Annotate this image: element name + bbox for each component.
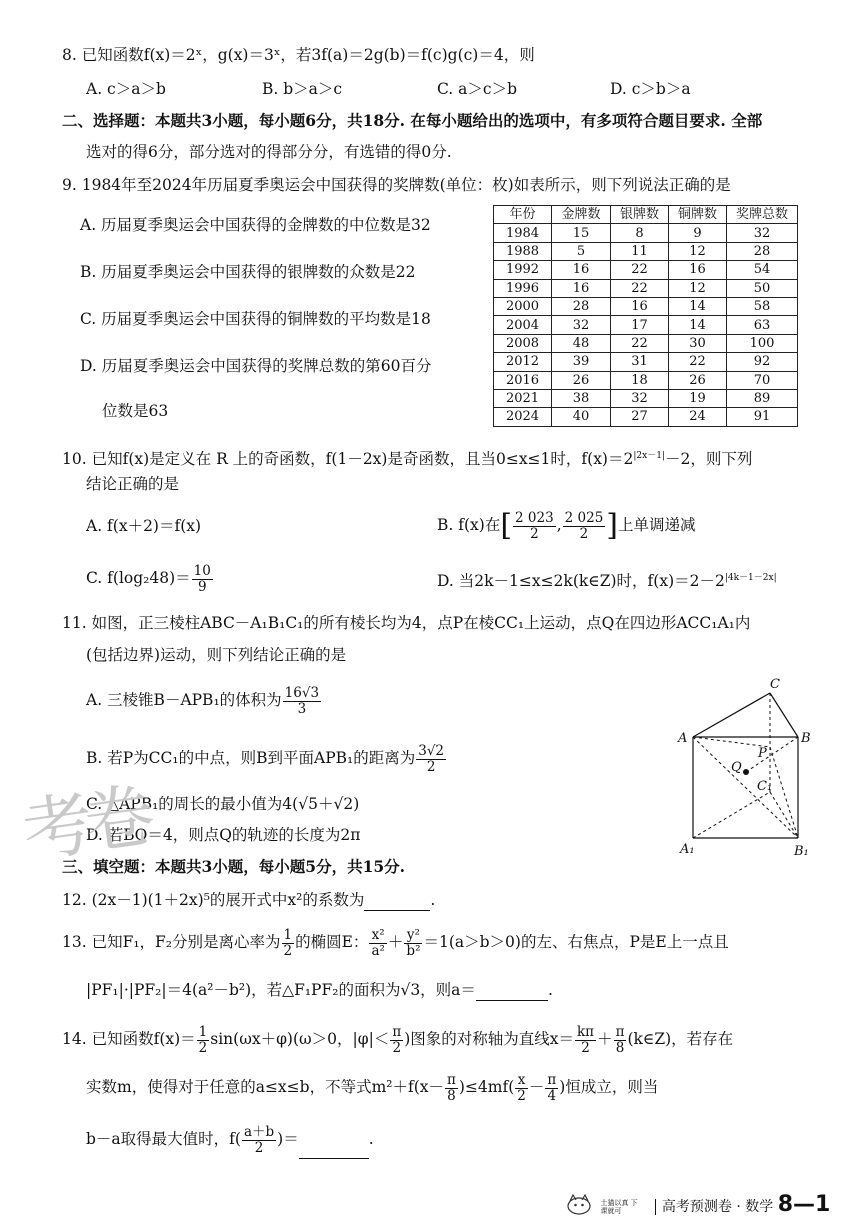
numerator: 2 025	[564, 509, 604, 526]
q13-text: 13. 已知F₁，F₂分别是离心率为	[62, 933, 281, 951]
label-A: A	[678, 731, 688, 746]
numerator: 3√2	[418, 742, 445, 759]
table-cell: 14	[669, 316, 727, 334]
q14-text: 14. 已知函数f(x)＝	[62, 1030, 196, 1048]
q13-text: |PF₁|·|PF₂|＝4(a²－b²)，若△F₁PF₂的面积为√3，则a＝	[86, 981, 476, 999]
table-cell: 30	[669, 334, 727, 352]
q12-period: .	[430, 891, 436, 909]
table-row	[494, 389, 798, 407]
q11-option-c: C. △APB₁的周长的最小值为4(√5＋√2)	[86, 795, 360, 813]
label-C: C	[770, 677, 780, 692]
plus-sign: ＋	[597, 1030, 613, 1048]
table-cell: 22	[611, 279, 669, 297]
fraction	[390, 1025, 403, 1056]
section2-header-line2: 选对的得6分，部分选对的得部分分，有选错的得0分.	[86, 143, 452, 161]
denominator: 2	[579, 525, 589, 542]
q11-option-a-text: A. 三棱锥B－APB₁的体积为	[86, 691, 282, 709]
watermark-stamp: 考卷	[17, 774, 152, 874]
fraction	[283, 686, 321, 717]
table-row	[494, 353, 798, 371]
fraction	[563, 511, 606, 542]
q14-stem-line1	[62, 1020, 733, 1058]
q11-option-d: D. 若BQ＝4，则点Q的轨迹的长度为2π	[86, 826, 361, 844]
table-cell: 16	[669, 261, 727, 279]
numerator: 10	[193, 562, 211, 579]
fraction	[545, 1073, 558, 1104]
table-row	[494, 261, 798, 279]
denominator: a²	[371, 942, 385, 959]
numerator: y²	[404, 928, 422, 944]
q9-option-d: D. 历届夏季奥运会中国获得的奖牌总数的第60百分	[80, 357, 432, 375]
q10-stem-tail: －2，则下列	[664, 450, 753, 469]
table-cell: 28	[552, 297, 611, 315]
fraction	[416, 744, 446, 775]
table-cell: 12	[669, 279, 727, 297]
fraction	[242, 1125, 276, 1156]
numerator: x	[515, 1073, 528, 1089]
q10-exponent: |2x－1|	[633, 451, 665, 461]
footer-logo-text: 土猫以真 下课就可	[600, 1199, 638, 1215]
table-cell: 63	[727, 316, 798, 334]
table-header-row	[494, 206, 798, 224]
label-C1: C₁	[757, 779, 773, 794]
table-cell: 24	[669, 408, 727, 426]
denominator: 2	[517, 1087, 526, 1104]
q13-text: ＝1(a＞b＞0)的左、右焦点，P是E上一点且	[423, 933, 729, 951]
table-cell: 22	[611, 334, 669, 352]
fraction	[369, 928, 386, 959]
table-cell: 1984	[494, 224, 552, 242]
table-cell: 8	[611, 224, 669, 242]
table-row	[494, 334, 798, 352]
table-cell: 89	[727, 389, 798, 407]
section3-header: 三、填空题：本题共3小题，每小题5分，共15分.	[62, 857, 406, 876]
numerator: 1	[198, 1023, 208, 1040]
table-cell: 5	[552, 242, 611, 260]
q13-stem-line2	[86, 980, 553, 1001]
fraction	[515, 1073, 528, 1104]
numerator: a＋b	[243, 1123, 275, 1140]
bracket: [	[500, 508, 513, 543]
q9-stem: 9. 1984年至2024年历届夏季奥运会中国获得的奖牌数(单位：枚)如表所示，则下列说法正确的是	[62, 176, 731, 194]
q14-text: )恒成立，则当	[559, 1078, 659, 1096]
edge-CB	[770, 693, 798, 737]
table-row	[494, 371, 798, 389]
table-row	[494, 408, 798, 426]
numerator: π	[447, 1071, 456, 1088]
table-row	[494, 279, 798, 297]
table-cell: 39	[552, 353, 611, 371]
q10-option-a: A. f(x＋2)＝f(x)	[86, 517, 202, 535]
numerator: kπ	[577, 1023, 595, 1040]
table-cell: 58	[727, 297, 798, 315]
table-cell: 16	[552, 261, 611, 279]
footer	[566, 1192, 830, 1217]
fraction	[197, 1025, 210, 1056]
q14-text: sin(ωx＋φ)(ω＞0，|φ|＜	[210, 1030, 390, 1048]
seg-QB	[746, 737, 798, 772]
fraction	[192, 564, 213, 595]
table-header-cell: 银牌数	[611, 206, 669, 224]
fraction	[282, 928, 295, 959]
denominator: 2	[283, 942, 293, 959]
table-cell: 48	[552, 334, 611, 352]
edge-AC	[693, 693, 770, 737]
table-cell: 40	[552, 408, 611, 426]
minus-sign: －	[528, 1078, 545, 1096]
q14-stem-line3	[86, 1120, 374, 1159]
table-cell: 28	[727, 242, 798, 260]
q11-stem-line2: (包括边界)运动，则下列结论正确的是	[86, 646, 347, 664]
table-cell: 92	[727, 353, 798, 371]
numerator: x²	[369, 928, 386, 944]
q11-option-b	[86, 740, 447, 776]
q14-text: 实数m，使得对于任意的a≤x≤b，不等式m²＋f(x－	[86, 1078, 445, 1096]
q11-stem-line1: 11. 如图，正三棱柱ABC－A₁B₁C₁的所有棱长均为4，点P在棱CC₁上运动，点Q在四边形ACC₁A₁内	[62, 614, 751, 632]
q10-stem-text: 10. 已知f(x)是定义在 R 上的奇函数，f(1－2x)是奇函数，且当0≤x≤1时，f(x)＝2	[62, 450, 634, 469]
label-Q: Q	[731, 760, 742, 775]
q9-option-b: B. 历届夏季奥运会中国获得的银牌数的众数是22	[80, 263, 416, 281]
table-row	[494, 297, 798, 315]
q13-stem-line1	[62, 923, 729, 961]
q10-option-b: B. f(x)在[ $\frac{2 023}{2}$ , $\frac{2 025}{2}$ ]上单调递减	[437, 508, 696, 543]
page-number: 8—1	[777, 1192, 831, 1217]
table-cell: 22	[669, 353, 727, 371]
answer-blank[interactable]	[364, 890, 430, 911]
q9-option-c: C. 历届夏季奥运会中国获得的铜牌数的平均数是18	[80, 310, 431, 328]
table-cell: 32	[611, 389, 669, 407]
q9-option-a: A. 历届夏季奥运会中国获得的金牌数的中位数是32	[80, 216, 431, 234]
denominator: 8	[447, 1087, 456, 1104]
edge-A1C1	[693, 792, 770, 838]
fraction	[575, 1025, 596, 1056]
denominator: 2	[530, 525, 539, 542]
table-cell: 15	[552, 224, 611, 242]
table-cell: 2024	[494, 408, 552, 426]
table-cell: 1996	[494, 279, 552, 297]
q8-option-b: B. b＞a＞c	[262, 80, 343, 98]
denominator: 2	[198, 1039, 208, 1056]
table-cell: 31	[611, 353, 669, 371]
q10-option-d-exponent: |4k－1－2x|	[724, 573, 777, 583]
table-cell: 2016	[494, 371, 552, 389]
table-cell: 2004	[494, 316, 552, 334]
q14-text: )图象的对称轴为直线x＝	[404, 1030, 574, 1048]
q9-option-d-cont: 位数是63	[102, 402, 169, 420]
q10-stem-line2: 结论正确的是	[86, 475, 180, 493]
q13-period: .	[547, 981, 553, 999]
table-cell: 2021	[494, 389, 552, 407]
table-cell: 1988	[494, 242, 552, 260]
q12-stem-text: 12. (2x－1)(1＋2x)⁵的展开式中x²的系数为	[62, 891, 365, 909]
table-cell: 32	[727, 224, 798, 242]
answer-blank[interactable]	[476, 980, 548, 1001]
table-cell: 50	[727, 279, 798, 297]
table-cell: 2000	[494, 297, 552, 315]
q11-option-a	[86, 682, 322, 718]
q14-text: b－a取得最大值时，f(	[86, 1130, 241, 1148]
fraction	[614, 1025, 627, 1056]
table-cell: 22	[611, 261, 669, 279]
q14-text: (k∈Z)，若存在	[627, 1030, 734, 1048]
table-header-cell: 金牌数	[552, 206, 611, 224]
numerator: π	[615, 1023, 625, 1040]
fraction	[445, 1073, 458, 1104]
label-B: B	[801, 731, 811, 746]
q10-option-b-tail: 上单调递减	[618, 516, 696, 534]
edge-C1B1	[770, 792, 798, 838]
q8-option-a: A. c＞a＞b	[86, 80, 166, 98]
q8-stem: 8. 已知函数f(x)＝2ˣ，g(x)＝3ˣ，若3f(a)＝2g(b)＝f(c)g(c)＝4，则	[62, 46, 535, 64]
section2-header-line1: 二、选择题：本题共3小题，每小题6分，共18分. 在每小题给出的选项中，有多项符合题目要求. 全部	[62, 111, 763, 130]
point-Q	[743, 769, 749, 775]
denominator: 4	[547, 1087, 557, 1104]
q8-option-c: C. a＞c＞b	[437, 80, 518, 98]
table-cell: 17	[611, 316, 669, 334]
q8-option-d: D. c＞b＞a	[610, 80, 691, 98]
table-cell: 26	[552, 371, 611, 389]
table-cell: 11	[611, 242, 669, 260]
table-cell: 12	[669, 242, 727, 260]
table-cell: 2008	[494, 334, 552, 352]
table-cell: 70	[727, 371, 798, 389]
table-cell: 38	[552, 389, 611, 407]
table-cell: 1992	[494, 261, 552, 279]
table-cell: 54	[727, 261, 798, 279]
table-cell: 9	[669, 224, 727, 242]
denominator: b²	[406, 942, 421, 959]
table-cell: 14	[669, 297, 727, 315]
q10-option-d	[437, 568, 777, 591]
denominator: 2	[254, 1139, 264, 1156]
q10-option-c-text: C. f(log₂48)＝	[86, 569, 191, 587]
q12-stem	[62, 890, 435, 911]
q11-option-b-text: B. 若P为CC₁的中点，则B到平面APB₁的距离为	[86, 749, 416, 767]
table-cell: 100	[727, 334, 798, 352]
table-cell: 2012	[494, 353, 552, 371]
table-header-cell: 年份	[494, 206, 552, 224]
medal-table	[493, 205, 798, 427]
table-cell: 91	[727, 408, 798, 426]
q10-option-c	[86, 561, 214, 595]
table-header-cell: 奖牌总数	[727, 206, 798, 224]
q10-option-d-text: D. 当2k－1≤x≤2k(k∈Z)时，f(x)＝2－2	[437, 572, 725, 591]
q14-stem-line2	[86, 1068, 658, 1106]
numerator: π	[392, 1023, 402, 1040]
q14-text: )≤4mf(	[458, 1078, 515, 1096]
table-cell: 19	[669, 389, 727, 407]
numerator: 2 023	[515, 509, 554, 526]
denominator: 2	[426, 758, 436, 775]
footer-title: 高考预测卷 · 数学	[661, 1199, 774, 1215]
q13-text: 的椭圆E：	[295, 933, 369, 951]
prism-figure	[676, 675, 826, 865]
numerator: π	[547, 1071, 557, 1088]
table-row	[494, 224, 798, 242]
q14-period: .	[368, 1130, 374, 1148]
plus-sign: ＋	[387, 933, 404, 951]
answer-blank[interactable]	[299, 1120, 369, 1159]
denominator: 2	[392, 1039, 402, 1056]
table-row	[494, 316, 798, 334]
table-cell: 27	[611, 408, 669, 426]
numerator: 16√3	[284, 684, 320, 701]
fraction	[513, 511, 556, 542]
q14-text: )＝	[277, 1130, 299, 1148]
table-row	[494, 242, 798, 260]
denominator: 2	[581, 1039, 590, 1056]
table-cell: 16	[552, 279, 611, 297]
table-header-cell: 铜牌数	[669, 206, 727, 224]
bracket: ]	[606, 508, 619, 543]
denominator: 9	[197, 578, 207, 595]
q10-option-b-text: B. f(x)在	[437, 516, 501, 534]
fraction	[404, 928, 422, 959]
q10-stem-line1	[62, 446, 752, 469]
label-A1: A₁	[680, 842, 695, 857]
denominator: 3	[297, 700, 307, 717]
table-cell: 16	[611, 297, 669, 315]
table-cell: 32	[552, 316, 611, 334]
table-cell: 26	[669, 371, 727, 389]
denominator: 8	[615, 1039, 625, 1056]
numerator: 1	[283, 926, 293, 943]
table-cell: 18	[611, 371, 669, 389]
label-B1: B₁	[794, 844, 809, 859]
label-P: P	[758, 746, 767, 761]
